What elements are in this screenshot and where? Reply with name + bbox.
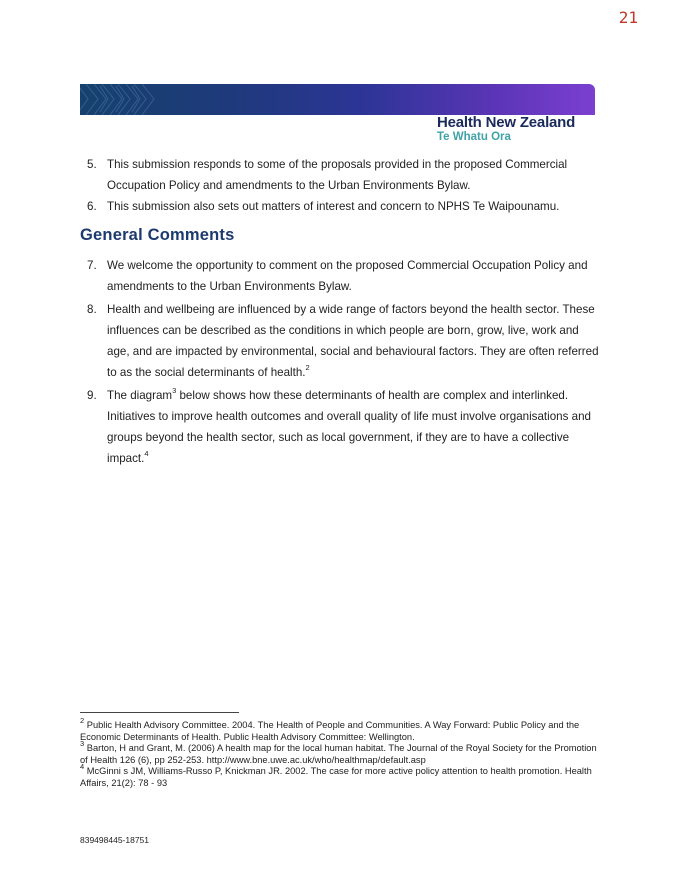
section-heading: General Comments (80, 226, 235, 244)
footnote (80, 761, 600, 789)
footnotes-section (80, 715, 600, 789)
org-logo-subtitle: Te Whatu Ora (437, 131, 511, 143)
footnote-text: McGinni s JM, Williams-Russo P, Knickman JR. 2002. The case for more active policy attention to health promotion. Health Affairs, 21(2): 78 - 93 (80, 766, 592, 788)
footnote (80, 738, 600, 766)
paragraph-text: This submission also sets out matters of interest and concern to NPHS Te Waipounamu. (107, 200, 560, 213)
list-number: 7. (87, 259, 97, 272)
numbered-list-intro (87, 154, 602, 217)
paragraph-text: below shows how these determinants of health are complex and interlinked. Initiatives to improve health outcomes and overall quality of life must involve organisations and groups beyond the health sector, such as local government, if they are to have a collective impact. (107, 389, 591, 465)
footnote (80, 715, 600, 743)
footnote-reference[interactable]: 2 (305, 363, 310, 373)
footnote-mark: 4 (80, 761, 85, 771)
numbered-list-general-comments (87, 255, 602, 469)
paragraph-text: Health and wellbeing are influenced by a wide range of factors beyond the health sector. These influences can be described as the conditions in which people are born, grow, live, work and age, and are impacted by environmental, social and behavioural factors. They are often referred to as the social determinants of health. (107, 303, 599, 379)
footnote-text: Barton, H and Grant, M. (2006) A health map for the local human habitat. The Journal of the Royal Society for the Promotion of Health 126 (6), pp 252-253. http://www.bne.uwe.ac.uk/who/healthmap/default.asp (80, 743, 597, 765)
org-logo-title: Health New Zealand (437, 114, 576, 131)
list-item (87, 196, 602, 217)
footnote-reference[interactable]: 3 (172, 386, 177, 396)
footnote-mark: 3 (80, 738, 85, 748)
list-item (87, 299, 602, 383)
list-item (87, 385, 602, 469)
header-banner (80, 84, 595, 115)
list-number: 8. (87, 303, 97, 316)
koru-pattern-graphic (80, 84, 595, 115)
list-number: 9. (87, 389, 97, 402)
footnote-divider (80, 712, 239, 713)
document-id: 839498445-18751 (80, 835, 150, 845)
paragraph-text: This submission responds to some of the proposals provided in the proposed Commercial Occupation Policy and amendments to the Urban Environments Bylaw. (107, 158, 568, 192)
list-item (87, 154, 602, 196)
page-number: 21 (618, 8, 638, 27)
list-item (87, 255, 602, 297)
list-number: 6. (87, 200, 97, 213)
footnote-mark: 2 (80, 715, 85, 725)
paragraph-text: The diagram (107, 389, 173, 402)
paragraph-text: We welcome the opportunity to comment on the proposed Commercial Occupation Policy and amendments to the Urban Environments Bylaw. (107, 259, 588, 293)
footnote-text: Public Health Advisory Committee. 2004. The Health of People and Communities. A Way Forward: Public Policy and the Economic Determinants of Health. Public Health Advisory Committee: Wellington. (80, 720, 580, 742)
footnote-reference[interactable]: 4 (144, 449, 149, 459)
list-number: 5. (87, 158, 97, 171)
